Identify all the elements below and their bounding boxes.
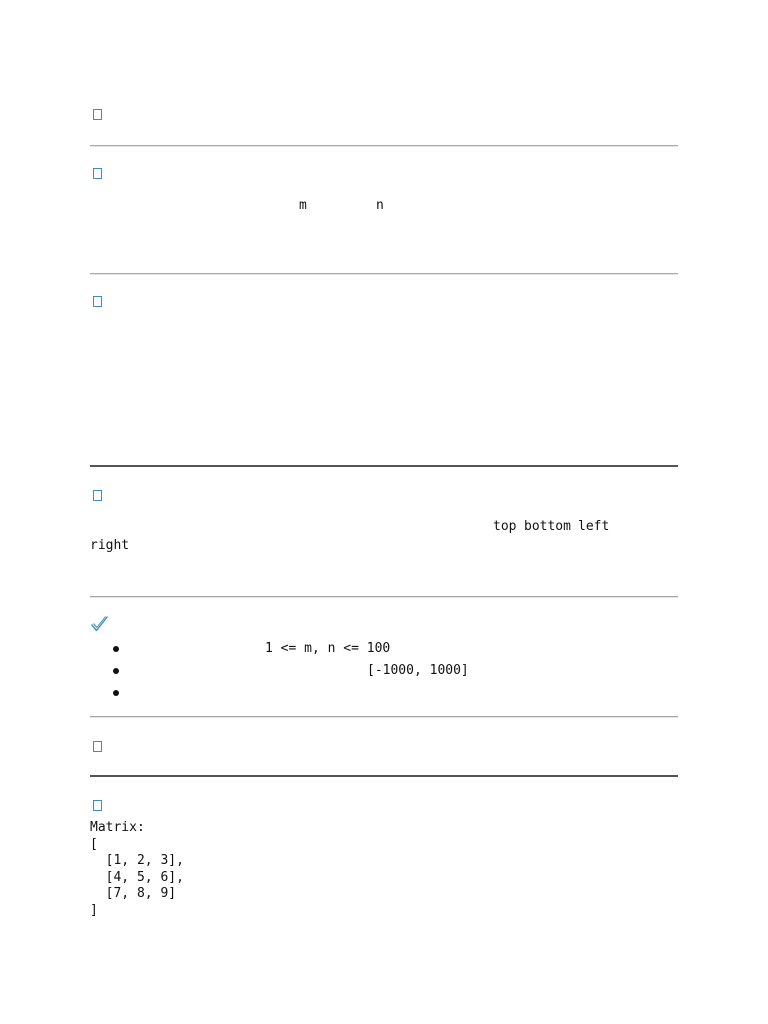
constraint-code: 1 <= m, n <= 100	[265, 641, 391, 656]
section-3-glyph-icon	[93, 296, 102, 307]
list-item	[90, 662, 678, 682]
list-item	[90, 684, 678, 704]
inline-code-right: right	[90, 538, 130, 553]
matrix-code-block: Matrix: [ [1, 2, 3], [4, 5, 6], [7, 8, 9] ]	[90, 820, 184, 918]
section-2-glyph-icon	[93, 168, 102, 179]
bullet-icon	[113, 690, 119, 696]
bullet-icon	[113, 668, 119, 674]
inline-code-left: left	[578, 519, 610, 534]
constraint-code: [-1000, 1000]	[367, 663, 469, 678]
section-divider-3	[90, 465, 678, 467]
section-divider-4	[90, 596, 678, 598]
section-1-glyph-icon	[93, 109, 102, 120]
section-divider-1	[90, 145, 678, 147]
section-6-glyph-icon	[93, 741, 102, 752]
inline-code-n: n	[376, 198, 384, 213]
inline-code-m: m	[299, 198, 307, 213]
document-page	[90, 0, 678, 1024]
check-icon	[90, 614, 109, 633]
inline-code-top: top	[493, 519, 517, 534]
section-divider-5	[90, 716, 678, 718]
section-divider-2	[90, 273, 678, 275]
section-4-glyph-icon	[93, 490, 102, 501]
section-7-glyph-icon	[93, 800, 102, 811]
bullet-icon	[113, 646, 119, 652]
list-item	[90, 640, 678, 660]
section-divider-6	[90, 775, 678, 777]
inline-code-bottom: bottom	[524, 519, 571, 534]
